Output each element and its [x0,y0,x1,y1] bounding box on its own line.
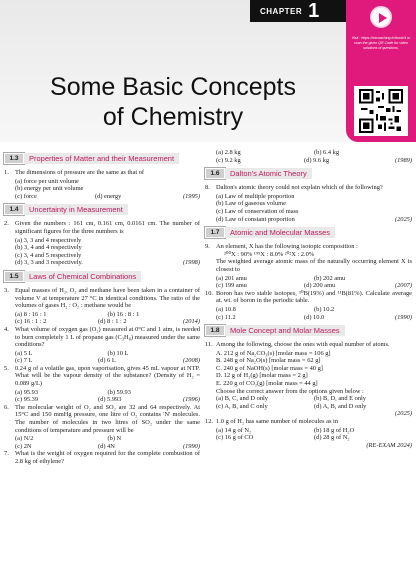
section-1-7-heading: 1.7 Atomic and Molecular Masses [205,227,412,238]
qr-code[interactable] [354,86,408,136]
question-8: 8. Dalton's atomic theory could not explain which of the following? [205,184,383,192]
question-10: 10. Boron has two stable isotopes, ¹⁰B(19%) and ¹¹B(81%). Calculate average at. wt. of boron in the periodic table. [205,289,412,305]
question-1: 1. The dimensions of pressure are the same as that of [4,169,145,176]
question-11: 11. Among the following, choose the ones with equal number of atoms. [205,341,390,349]
chapter-number: 1 [308,0,320,22]
question-6: 6. The molecular weight of O₂ and SO₂ are 32 and 64 respectively. At 15°C and 150 mmHg pressure, one litre of O₂ contains 'N' molecules. The number of molecules in two litres of SO₂ under the same conditions of temperature and pressure will be [4,403,200,434]
question-11-options: Choose the correct answer from the options given below : (a) B, C, and D only (b) B, D, and E only (c) A, B, and C only (d) A, B, and D only (2025) [216,387,412,418]
question-7-options: (a) 2.8 kg (b) 6.4 kg (c) 9.2 kg (d) 9.6 kg (1989) [216,149,412,164]
chapter-header [0,0,416,142]
section-1-3-heading: 1.3 Properties of Matter and their Measurement [4,153,200,164]
question-5-options: (a) 95.93 (b) 59.93 (c) 95.39 (d) 5.993 (1996) [15,388,200,404]
question-11-statements: A. 212 g of Na₂CO₃(s) [molar mass = 106 g] B. 248 g of Na₂O(s) [molar mass = 62 g] C. 240 g of NaOH(s) [molar mass = 40 g] D. 12 g of H₂(g) [molar mass = 2 g] E. 220 g of CO₂(g) [molar mass = 44 g] [216,349,331,388]
question-10-options: (a) 10.8 (b) 10.2 (c) 11.2 (d) 10.0 (1990) [216,305,412,321]
video-solutions-text: Visit : https://mtcoaching.in/book/4 or scan the given QR Code for video solutions of questions. [351,36,411,50]
section-1-6-heading: 1.6 Dalton's Atomic Theory [205,168,412,179]
question-2: 2. Given the numbers : 161 cm, 0.161 cm, 0.0161 cm. The number of significant figures for the three numbers is [4,220,200,235]
right-column [205,149,412,449]
question-4: 4. What volume of oxygen gas (O₂) measured at 0°C and 1 atm, is needed to burn completely 1 L of propane gas (C₃H₈) measured under the same conditions? [4,325,200,349]
question-2-options: (a) 3, 3 and 4 respectively (b) 3, 4 and 4 respectively (c) 3, 4 and 5 respectively (d) 3, 3 and 3 respectively. (1998) [15,236,200,267]
question-9-options: (a) 201 amu (b) 202 amu (c) 199 amu (d) 200 amu (2007) [216,274,412,290]
left-column [4,149,200,467]
chapter-badge [250,0,346,22]
question-6-options: (a) N/2 (b) N (c) 2N (d) 4N (1990) [15,435,200,450]
question-8-options: (a) Law of multiple proportion (b) Law of gaseous volume (c) Law of conservation of mass (d) Law of constant proportion (2025) [216,192,412,223]
chapter-label: CHAPTER [260,6,303,16]
question-7: 7. What is the weight of oxygen required for the complete combustion of 2.8 kg of ethylene? [4,450,200,465]
play-icon[interactable] [370,6,392,28]
section-1-5-heading: 1.5 Laws of Chemical Combinations [4,271,200,282]
question-3-options: (a) 8 : 16 : 1 (b) 16 : 8 : 1 (c) 16 : 1 : 2 (d) 8 : 1 : 2 (2014) [15,310,200,326]
section-1-4-heading: 1.4 Uncertainty in Measurement [4,204,200,215]
question-9: 9. An element, X has the following isotopic composition : ²⁰⁰X : 90% ¹⁹⁹X : 8.0% ²⁰²X : 2.0% The weighted average atomic mass of the naturally occurring element X is closest to [205,243,412,273]
question-1-options: (a) force per unit volume (b) energy per unit volume (c) force (d) energy (1995) [15,177,200,200]
section-1-8-heading: 1.8 Mole Concept and Molar Masses [205,325,412,336]
question-12: 12. 1.0 g of H₂ has same number of molecules as in [205,418,339,426]
video-solutions-panel [346,0,416,142]
question-3: 3. Equal masses of H₂, O₂ and methane have been taken in a container of volume V at temperature 27 °C in identical conditions. The ratio of the volumes of gases H₂ : O₂ : methane would be [4,286,200,310]
question-5: 5. 0.24 g of a volatile gas, upon vaporisation, gives 45 mL vapour at NTP. What will be the vapour density of the substance? (Density of H₂ = 0.089 g/L) [4,364,200,388]
question-12-options: (a) 14 g of N₂ (b) 18 g of H₂O (c) 16 g of CO (d) 28 g of N₂ (RE-EXAM 2024) [216,426,412,449]
question-4-options: (a) 5 L (b) 10 L (c) 7 L (d) 6 L (2008) [15,349,200,365]
page-title: Some Basic Concepts of Chemistry [50,73,296,131]
